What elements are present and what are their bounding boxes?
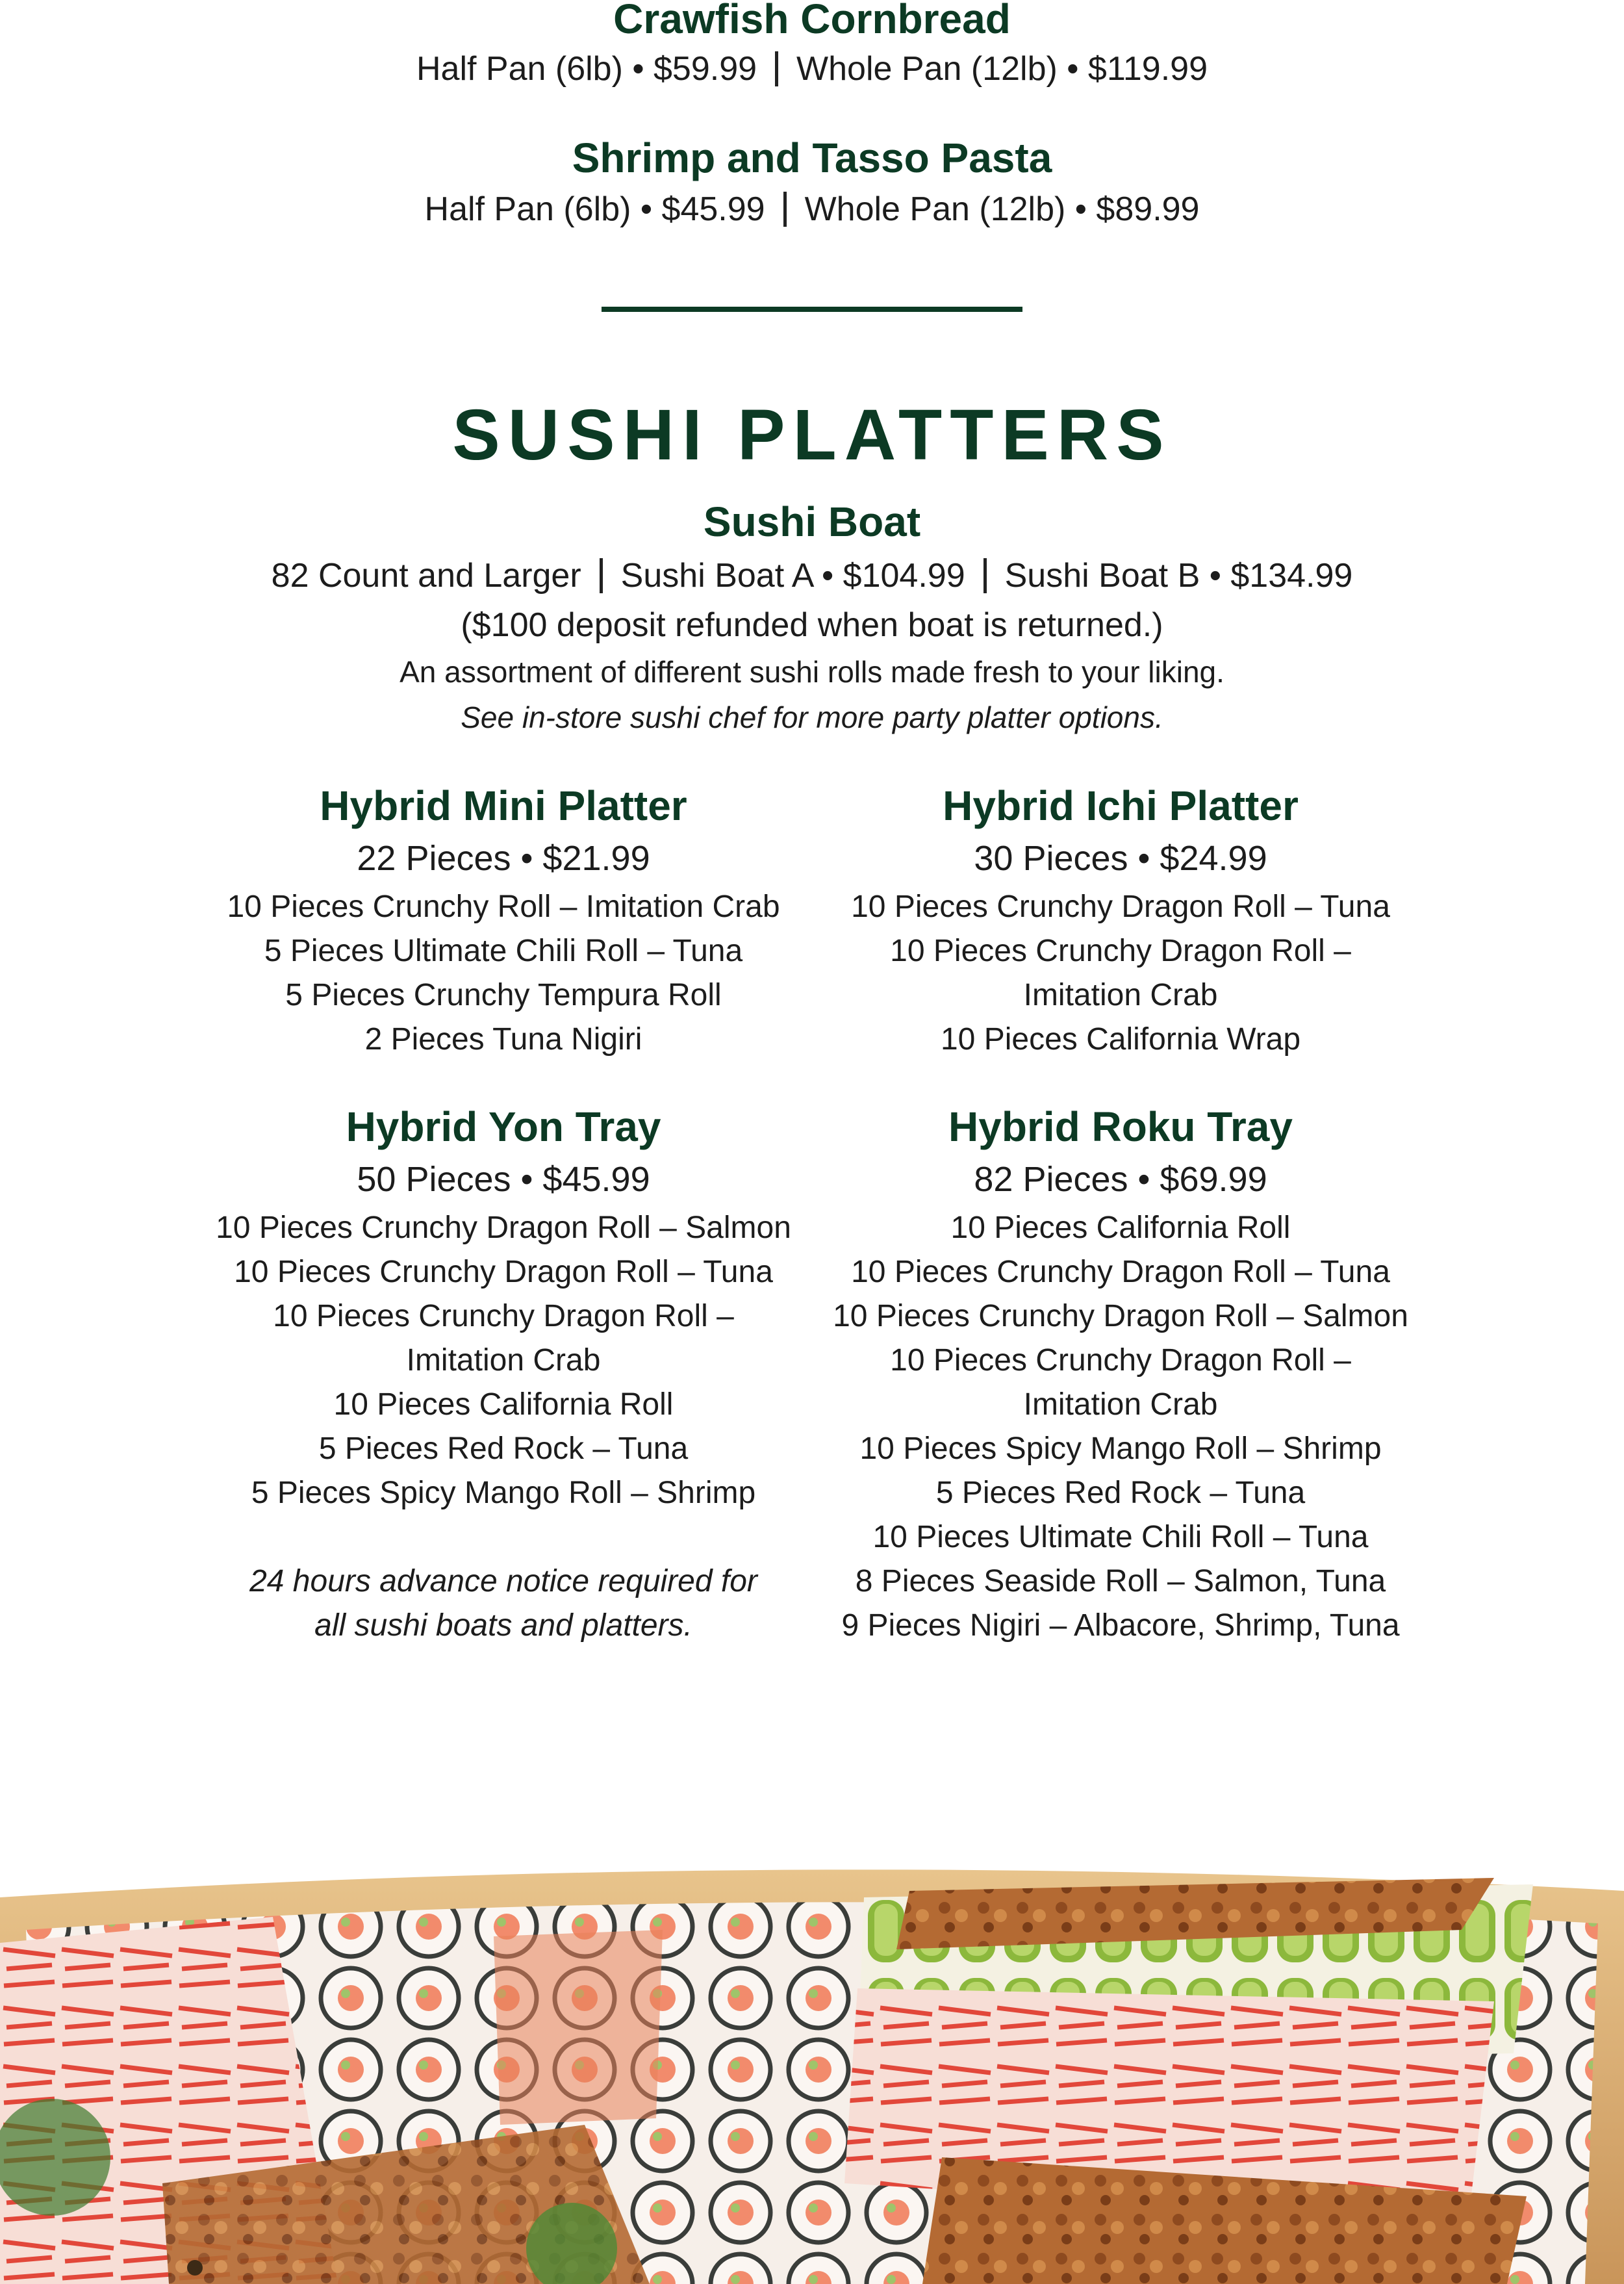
- platter-roku: [806, 1101, 1436, 1648]
- platter-item: 10 Pieces Ultimate Chili Roll – Tuna: [872, 1520, 1369, 1554]
- whole-pan-price: Whole Pan (12lb) • $119.99: [796, 50, 1208, 88]
- platter-item: 10 Pieces Crunchy Dragon Roll – Tuna: [234, 1255, 773, 1289]
- platter-title: Hybrid Roku Tray: [948, 1103, 1293, 1150]
- half-pan-price: Half Pan (6lb) • $45.99: [424, 190, 765, 228]
- deposit-note: ($100 deposit refunded when boat is returned.): [461, 606, 1163, 644]
- platter-item: 10 Pieces California Roll: [333, 1387, 674, 1422]
- platter-mini: [188, 780, 818, 1062]
- item-prices: [0, 47, 1624, 91]
- separator: [983, 558, 987, 593]
- platter-item: 9 Pieces Nigiri – Albacore, Shrimp, Tuna: [841, 1608, 1400, 1643]
- half-pan-price: Half Pan (6lb) • $59.99: [416, 50, 757, 88]
- advance-notice: 24 hours advance notice required for: [249, 1564, 757, 1598]
- platter-item: 10 Pieces Crunchy Dragon Roll –: [890, 934, 1351, 968]
- platter-item: 5 Pieces Red Rock – Tuna: [318, 1431, 689, 1466]
- platter-item: 5 Pieces Crunchy Tempura Roll: [285, 978, 722, 1012]
- platter-item: 5 Pieces Ultimate Chili Roll – Tuna: [264, 934, 743, 968]
- platter-yon: [188, 1101, 818, 1648]
- boat-description: An assortment of different sushi rolls made fresh to your liking.: [400, 655, 1224, 689]
- platter-item: 10 Pieces Crunchy Dragon Roll – Salmon: [216, 1211, 791, 1245]
- section-title: SUSHI PLATTERS: [452, 395, 1172, 475]
- platter-item: 10 Pieces California Roll: [950, 1211, 1291, 1245]
- boat-b-price: Sushi Boat B • $134.99: [1004, 557, 1353, 595]
- item-prices: [0, 187, 1624, 231]
- platter-price: 22 Pieces • $21.99: [357, 839, 650, 878]
- platter-item: Imitation Crab: [406, 1343, 601, 1378]
- platter-item: 10 Pieces Crunchy Dragon Roll –: [273, 1299, 734, 1333]
- divider: [602, 307, 1022, 312]
- platter-item: 10 Pieces Crunchy Dragon Roll – Salmon: [833, 1299, 1408, 1333]
- platter-price: 50 Pieces • $45.99: [357, 1160, 650, 1199]
- platter-price: 30 Pieces • $24.99: [974, 839, 1267, 878]
- platter-ichi: [806, 780, 1436, 1062]
- boat-note: See in-store sushi chef for more party platter options.: [461, 700, 1163, 734]
- platter-item: 10 Pieces Crunchy Dragon Roll – Tuna: [851, 1255, 1390, 1289]
- separator: [775, 51, 778, 86]
- sushi-boat-title: Sushi Boat: [703, 498, 921, 545]
- sushi-boat-photo: [0, 1819, 1624, 2284]
- platter-item: 10 Pieces Spicy Mango Roll – Shrimp: [859, 1431, 1382, 1466]
- platter-item: 5 Pieces Red Rock – Tuna: [935, 1476, 1306, 1510]
- platter-item: 2 Pieces Tuna Nigiri: [364, 1022, 642, 1057]
- platter-item: Imitation Crab: [1023, 978, 1218, 1012]
- separator: [600, 558, 603, 593]
- platter-title: Hybrid Mini Platter: [320, 782, 687, 829]
- platter-price: 82 Pieces • $69.99: [974, 1160, 1267, 1199]
- separator: [783, 192, 787, 227]
- advance-notice: all sushi boats and platters.: [314, 1608, 692, 1643]
- platter-item: 5 Pieces Spicy Mango Roll – Shrimp: [251, 1476, 756, 1510]
- platter-title: Hybrid Yon Tray: [346, 1103, 661, 1150]
- platter-item: Imitation Crab: [1023, 1387, 1218, 1422]
- sushi-boat-sizes: [0, 554, 1624, 598]
- platter-item: 10 Pieces California Wrap: [940, 1022, 1301, 1057]
- spacer: [188, 1515, 818, 1559]
- boat-count: 82 Count and Larger: [271, 557, 581, 595]
- boat-a-price: Sushi Boat A • $104.99: [620, 557, 965, 595]
- platter-item: 10 Pieces Crunchy Dragon Roll – Tuna: [851, 890, 1390, 924]
- platter-title: Hybrid Ichi Platter: [943, 782, 1299, 829]
- item-title: Shrimp and Tasso Pasta: [572, 135, 1052, 181]
- item-title: Crawfish Cornbread: [613, 0, 1011, 42]
- whole-pan-price: Whole Pan (12lb) • $89.99: [804, 190, 1200, 228]
- platter-item: 8 Pieces Seaside Roll – Salmon, Tuna: [855, 1564, 1386, 1598]
- platter-item: 10 Pieces Crunchy Dragon Roll –: [890, 1343, 1351, 1378]
- platter-item: 10 Pieces Crunchy Roll – Imitation Crab: [227, 890, 780, 924]
